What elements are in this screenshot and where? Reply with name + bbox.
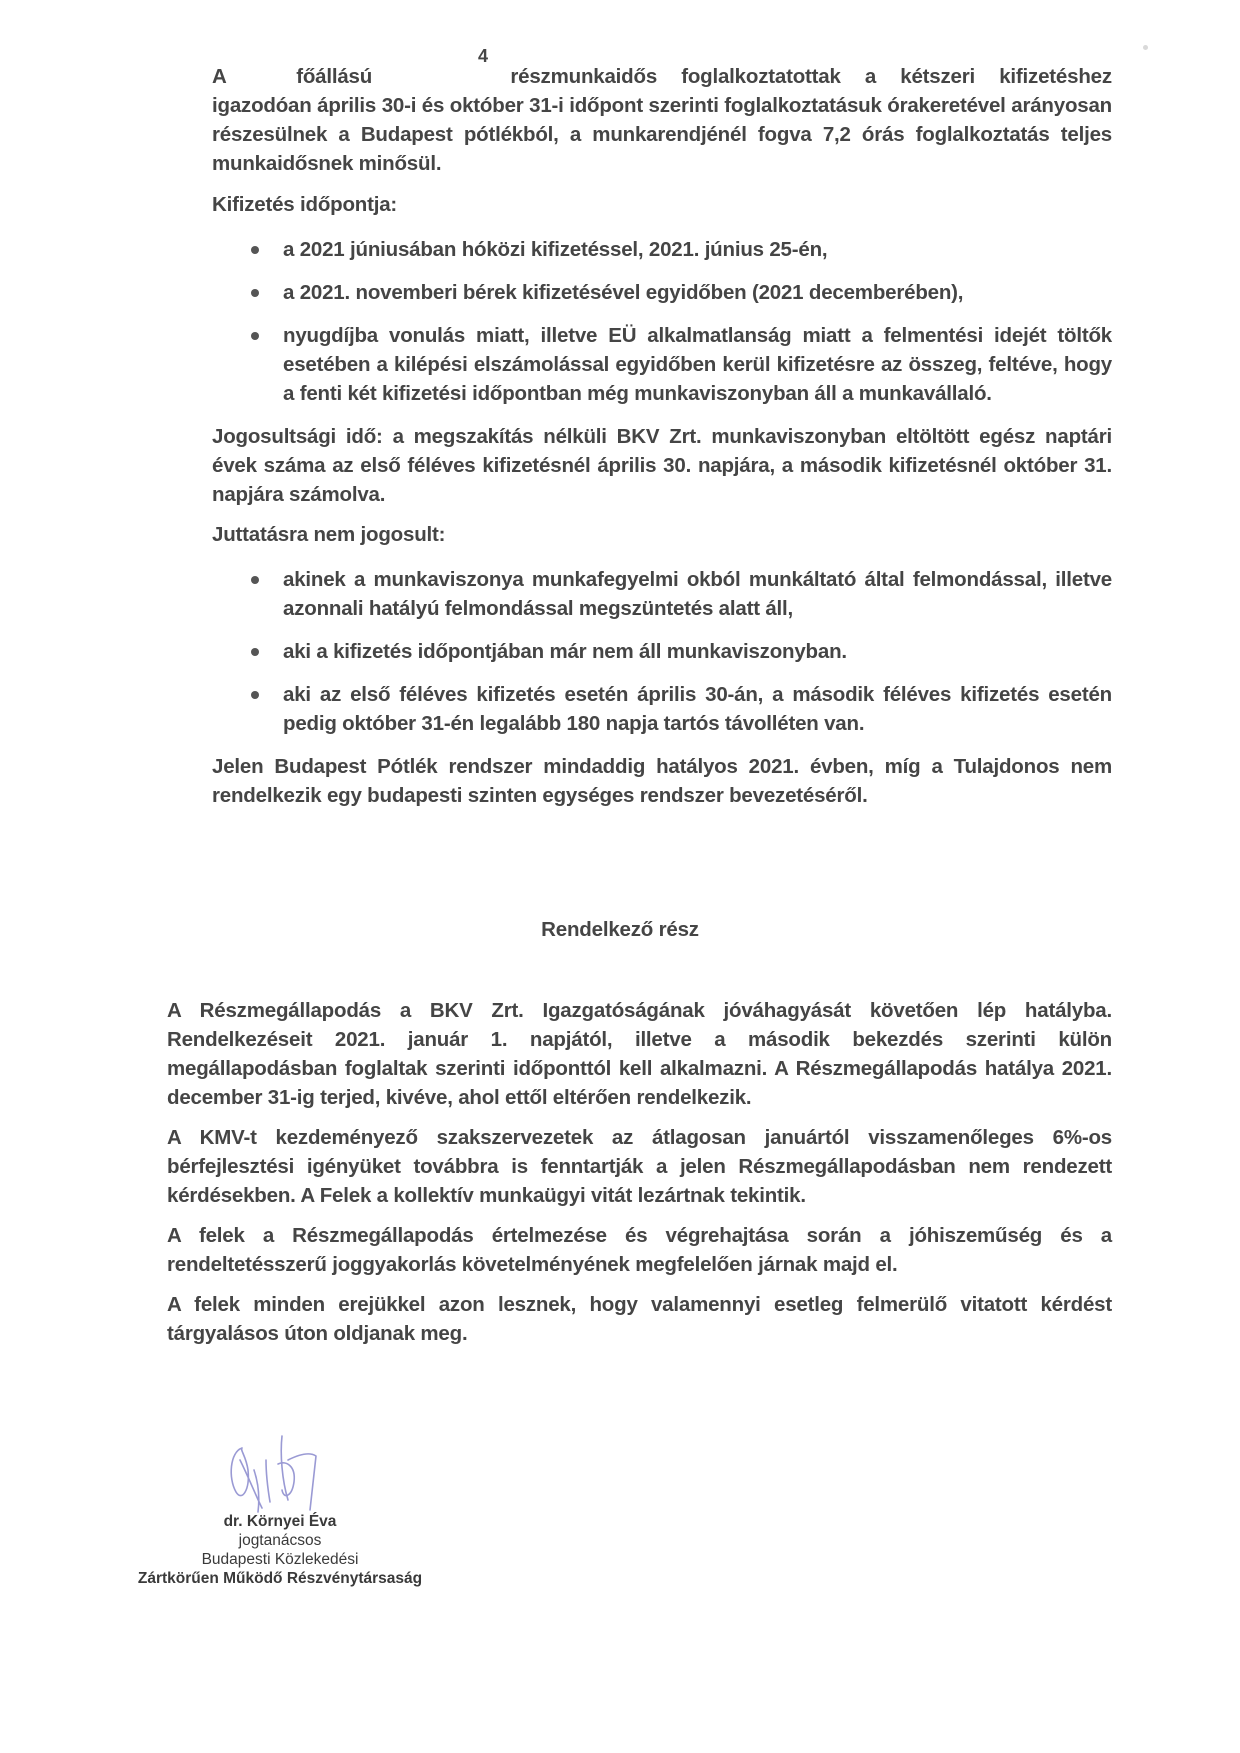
- list-item: [212, 278, 1112, 307]
- intro-word: kétszeri: [900, 65, 976, 88]
- bullet-icon: [251, 289, 259, 297]
- intro-word: a: [864, 65, 877, 88]
- list-item: [212, 637, 1112, 666]
- intro-word: foglalkoztatottak: [681, 65, 841, 88]
- operative-paragraph: A felek a Részmegállapodás értelmezése és végrehajtása során a jóhiszeműség és a rendeltetésszerű joggyakorlás követelményének megfelelően járnak majd el.: [167, 1224, 1112, 1276]
- list-item: [212, 565, 1112, 623]
- company-name-line2: Zártkörűen Működő Részvénytársaság: [137, 1570, 423, 1587]
- signatory-title: jogtanácsos: [238, 1532, 322, 1549]
- list-item: [212, 235, 1112, 264]
- not-eligible-label: Juttatásra nem jogosult:: [212, 523, 446, 546]
- signatory-name: dr. Környei Éva: [223, 1513, 337, 1530]
- operative-section: [167, 996, 1112, 1359]
- list-item: [212, 321, 1112, 408]
- list-item-text: a 2021. novemberi bérek kifizetésével egyidőben (2021 decemberében),: [283, 281, 964, 304]
- bullet-icon: [251, 246, 259, 254]
- intro-paragraph: [212, 62, 1112, 178]
- intro-word: A: [212, 65, 227, 88]
- payment-dates-label: Kifizetés időpontja:: [212, 193, 398, 216]
- list-item-text: a 2021 júniusában hóközi kifizetéssel, 2021. június 25-én,: [283, 238, 828, 261]
- page-number-superscript: 4: [478, 46, 489, 66]
- list-item-text: aki a kifizetés időpontjában már nem áll munkaviszonyban.: [283, 640, 847, 663]
- operative-paragraph: A KMV-t kezdeményező szakszervezetek az átlagosan januártól visszamenőleges 6%-os bérfejlesztési igényüket továbbra is fenntartják a jelen Részmegállapodásban nem rendezett kérdésekben. A Felek a kollektív munkaügyi vitát lezártnak tekintik.: [167, 1126, 1112, 1207]
- bullet-icon: [251, 332, 259, 340]
- list-item-text: nyugdíjba vonulás miatt, illetve EÜ alkalmatlanság miatt a felmentési idejét töltők esetében a kilépési elszámolással egyidőben kerül kifizetésre az összeg, feltéve, hogy a fenti két kifizetési időpontban még munkaviszonyban áll a munkavállaló.: [283, 324, 1112, 405]
- list-item: [212, 680, 1112, 738]
- list-item-text: akinek a munkaviszonya munkafegyelmi okból munkáltató által felmondással, illetve azonnali hatályú felmondással megszüntetés alatt áll,: [283, 568, 1112, 620]
- payment-dates-list: [212, 235, 1112, 408]
- intro-first-line: [212, 62, 1112, 91]
- eligibility-period-paragraph: Jogosultsági idő: a megszakítás nélküli BKV Zrt. munkaviszonyban eltöltött egész naptári évek száma az első féléves kifizetésnél április 30. napjára, a második kifizetésnél október 31. napjára számolva.: [212, 425, 1112, 506]
- intro-word: kifizetéshez: [999, 65, 1112, 88]
- intro-word: főállású: [296, 65, 373, 88]
- validity-paragraph: Jelen Budapest Pótlék rendszer mindaddig hatályos 2021. évben, míg a Tulajdonos nem rendelkezik egy budapesti szinten egységes rendszer bevezetéséről.: [212, 755, 1112, 807]
- list-item-text: aki az első féléves kifizetés esetén április 30-án, a második féléves kifizetés esetén pedig október 31-én legalább 180 napja tartós távolléten van.: [283, 683, 1112, 735]
- bullet-icon: [251, 648, 259, 656]
- operative-paragraph: A felek minden erejükkel azon lesznek, hogy valamennyi esetleg felmerülő vitatott kérdést tárgyalásos úton oldjanak meg.: [167, 1293, 1112, 1345]
- operative-paragraph: A Részmegállapodás a BKV Zrt. Igazgatóságának jóváhagyását követően lép hatályba. Rendelkezéseit 2021. január 1. napjától, illetve a második bekezdés szerinti külön megállapodásban foglaltak szerinti időponttól kell alkalmazni. A Részmegállapodás hatálya 2021. december 31-ig terjed, kivéve, ahol ettől eltérően rendelkezik.: [167, 999, 1112, 1109]
- body-section-1: [212, 62, 1112, 821]
- scan-artifact: [1143, 45, 1148, 50]
- signature-icon: [170, 1430, 410, 1520]
- bullet-icon: [251, 576, 259, 584]
- section-heading: Rendelkező rész: [541, 918, 699, 941]
- company-name-line1: Budapesti Közlekedési: [201, 1551, 359, 1568]
- not-eligible-list: [212, 565, 1112, 738]
- bullet-icon: [251, 691, 259, 699]
- intro-rest: igazodóan április 30-i és október 31-i időpont szerinti foglalkoztatásuk órakeretével arányosan részesülnek a Budapest pótlékból, a munkarendjénél fogva 7,2 órás foglalkoztatás teljes munkaidősnek minősül.: [212, 94, 1112, 175]
- signature-block: [100, 1512, 460, 1588]
- intro-word: részmunkaidős: [510, 65, 658, 88]
